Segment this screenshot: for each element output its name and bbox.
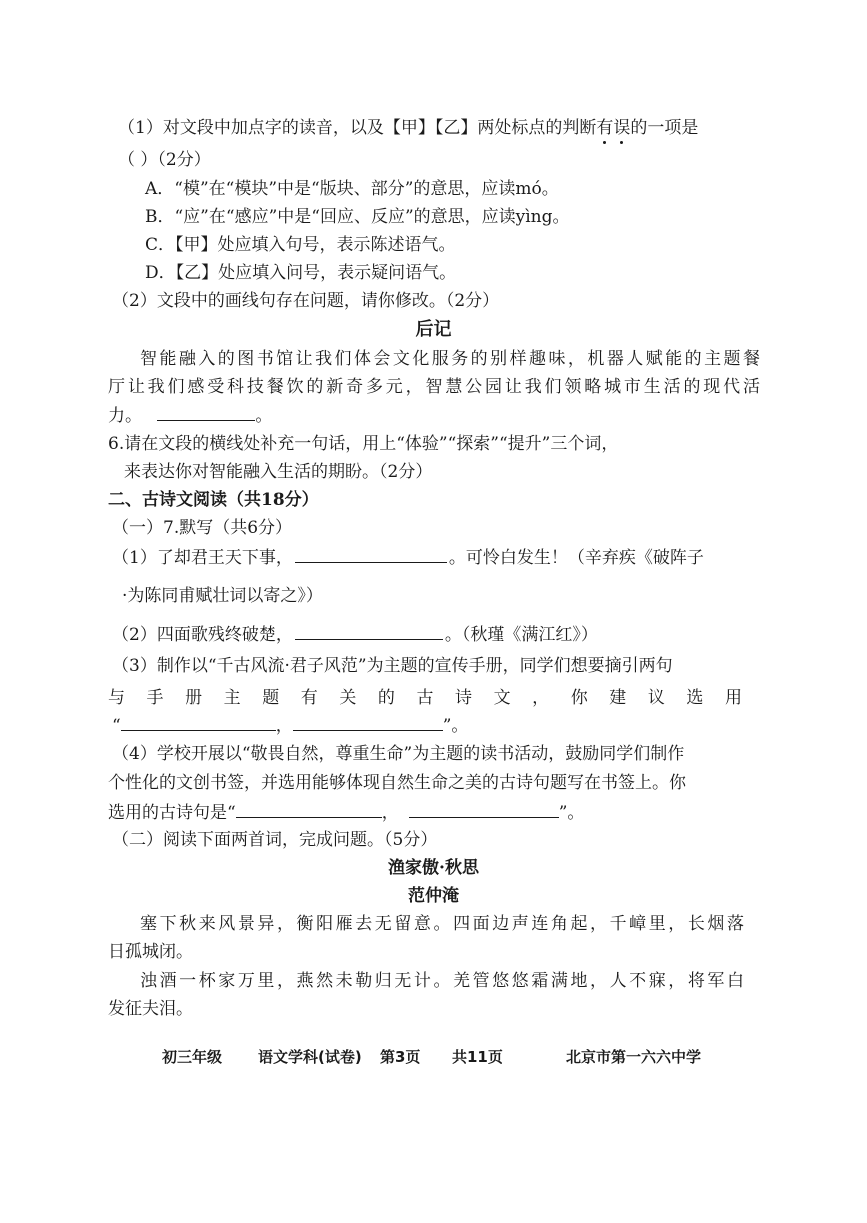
item2-suffix: 。（秋瑾《满江红》） (444, 625, 598, 645)
item4-line1: （4）学校开展以“敬畏自然，尊重生命”为主题的读书活动，鼓励同学们制作 (112, 744, 685, 764)
houji-line1: 智能融入的图书馆让我们体会文化服务的别样趣味，机器人赋能的主题餐 (140, 349, 760, 369)
footer-grade: 初三年级 (162, 1048, 223, 1066)
section2-title: 二、古诗文阅读（共18分） (108, 490, 319, 510)
item4-blank-1[interactable] (236, 801, 382, 818)
section2-sub2: （二）阅读下面两首词，完成问题。（5分） (112, 830, 438, 850)
poem-author: 范仲淹 (408, 886, 459, 906)
item3-blank-2[interactable] (293, 714, 443, 731)
item1-line2: ·为陈同甫赋壮词以寄之》） (122, 586, 323, 606)
houji-blank[interactable] (157, 404, 255, 421)
item2-prefix: （2）四面歌残终破楚， (112, 625, 293, 645)
q5-sub1-tail: 的一项是 (630, 118, 699, 138)
footer-school: 北京市第一六六中学 (566, 1048, 702, 1066)
houji-line3 (108, 404, 272, 427)
item2-blank[interactable] (295, 623, 443, 640)
item1-suffix: 。可怜白发生！（辛弃疾《破阵子 (448, 548, 704, 568)
option-c: C．【甲】处应填入句号，表示陈述语气。 (145, 235, 456, 255)
item2-line (112, 623, 598, 646)
q6-line1: 6.请在文段的横线处补充一句话，用上“体验”“探索”“提升”三个词， (108, 434, 619, 454)
dotted-char-1: 有 (596, 118, 614, 138)
footer-total-pages: 共11页 (452, 1048, 503, 1066)
item3-line3 (112, 714, 468, 737)
poem-line2: 日孤城闭。 (108, 942, 193, 962)
houji-line3-text: 力。 (108, 406, 142, 426)
q5-sub1-line1 (118, 117, 698, 139)
item3-line1: （3）制作以“千古风流·君子风范”为主题的宣传手册，同学们想要摘引两句 (112, 656, 673, 676)
q5-sub2: （2）文段中的画线句存在问题，请你修改。（2分） (112, 291, 500, 311)
item4-line3 (108, 801, 584, 824)
section2-sub1: （一）7.默写（共6分） (112, 518, 293, 538)
footer-subject: 语文学科(试卷) (258, 1048, 362, 1066)
item4-line2: 个性化的文创书签，并选用能够体现自然生命之美的古诗句题写在书签上。你 (108, 773, 686, 793)
poem-line3: 浊酒一杯家万里，燕然未勒归无计。羌管悠悠霜满地，人不寐，将军白 (140, 971, 744, 991)
option-d: D．【乙】处应填入问号，表示疑问语气。 (145, 263, 457, 283)
option-a: A．“模”在“模块”中是“版块、部分”的意思，应读mó。 (145, 179, 559, 199)
poem-line1: 塞下秋来风景异，衡阳雁去无留意。四面边声连角起，千嶂里，长烟落 (140, 914, 744, 934)
item4-close-quote: ”。 (558, 803, 585, 823)
page-footer (162, 1046, 701, 1068)
item1-prefix: （1）了却君王天下事， (112, 548, 293, 568)
q5-sub1-line2: （ ）（2分） (118, 150, 211, 170)
item4-blank-2[interactable] (409, 801, 559, 818)
item4-prefix: 选用的古诗句是“ (108, 803, 236, 823)
houji-title: 后记 (415, 319, 452, 340)
dotted-char-2: 误 (613, 118, 631, 138)
houji-line3-end: 。 (255, 406, 273, 426)
poem-line4: 发征夫泪。 (108, 999, 193, 1019)
item3-blank-1[interactable] (121, 714, 276, 731)
item4-comma: ， (381, 803, 399, 823)
q6-line2: 来表达你对智能融入生活的期盼。（2分） (124, 462, 433, 482)
poem-title: 渔家傲·秋思 (388, 858, 479, 878)
footer-page-number: 第3页 (380, 1048, 421, 1066)
item3-comma: ， (275, 716, 293, 736)
item3-open-quote: “ (112, 716, 121, 736)
q5-sub1-text: （1）对文段中加点字的读音，以及【甲】【乙】两处标点的判断 (118, 118, 597, 138)
item1-blank[interactable] (295, 546, 447, 563)
houji-line2: 厅让我们感受科技餐饮的新奇多元，智慧公园让我们领略城市生活的现代活 (108, 377, 760, 397)
option-b: B．“应”在“感应”中是“回应、反应”的意思，应读yìng。 (145, 207, 570, 227)
item3-close-quote: ”。 (442, 716, 469, 736)
item1-line1 (112, 546, 704, 569)
item3-line2: 与手册主题有关的古诗文，你建议选用 (108, 688, 762, 708)
